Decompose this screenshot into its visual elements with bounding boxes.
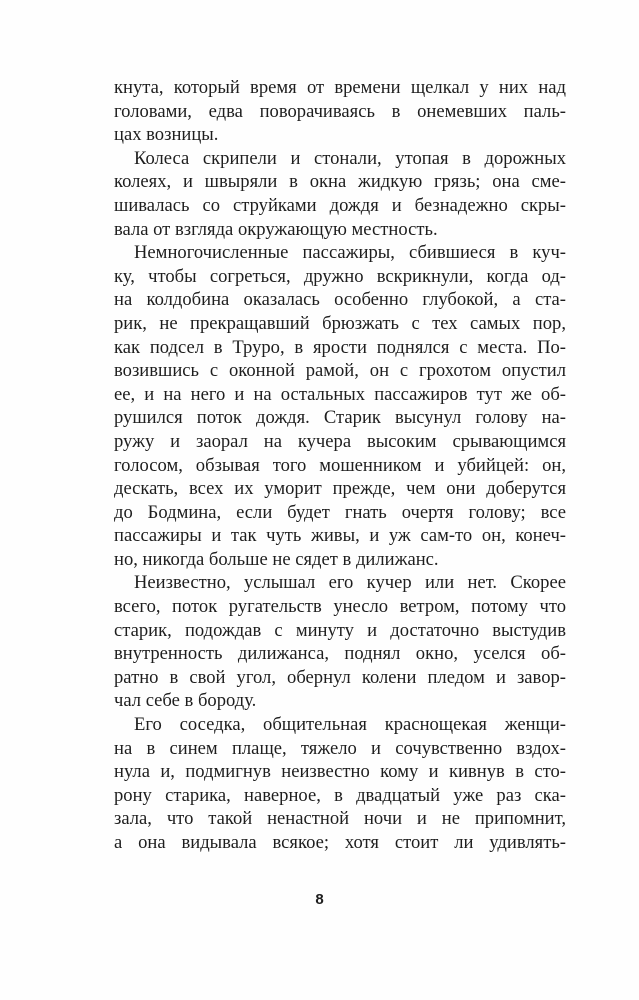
text-line: пассажиры и так чуть живы, и уж сам-то он, конеч- — [114, 525, 566, 547]
paragraph — [114, 571, 566, 713]
paragraph — [114, 76, 566, 147]
text-line: Неизвестно, услышал его кучер или нет. Скорее — [134, 572, 566, 594]
text-line: возившись с оконной рамой, он с грохотом опустил — [114, 360, 566, 382]
text-line: чал себе в бороду. — [114, 690, 257, 712]
text-line: ратно в свой угол, обернул колени пледом и завор- — [114, 666, 566, 688]
text-line: а она видывала всякое; хотя стоит ли удивлять- — [114, 832, 566, 853]
text-line: зала, что такой ненастной ночи и не припомнит, — [114, 808, 566, 830]
text-line: до Бодмина, если будет гнать очертя голову; все — [114, 501, 566, 523]
text-line: рушился поток дождя. Старик высунул голову на- — [114, 407, 566, 429]
paragraph — [114, 713, 566, 855]
text-line: на в синем плаще, тяжело и сочувственно вздох- — [114, 737, 566, 759]
text-line: головами, едва поворачиваясь в онемевших паль- — [114, 100, 566, 122]
text-line: но, никогда больше не сядет в дилижанс. — [114, 548, 439, 570]
text-line: внутренность дилижанса, поднял окно, уселся об- — [114, 643, 566, 665]
text-line: вала от взгляда окружающую местность. — [114, 218, 438, 240]
page-number: 8 — [315, 891, 324, 908]
text-line: ее, и на него и на остальных пассажиров тут же об- — [114, 383, 566, 405]
text-line: Его соседка, общительная краснощекая женщи- — [134, 714, 566, 736]
text-line: ку, чтобы согреться, дружно вскрикнули, когда од- — [114, 265, 566, 287]
text-line: Немногочисленные пассажиры, сбившиеся в куч- — [134, 242, 566, 264]
text-line: кнута, который время от времени щелкал у них над — [114, 77, 566, 98]
text-line: ружу и заорал на кучера высоким срывающимся — [114, 430, 566, 452]
text-line: рик, не прекращавший брюзжать с тех самых пор, — [114, 312, 566, 334]
text-line: шивалась со струйками дождя и безнадежно скры- — [114, 194, 566, 216]
paragraph — [114, 241, 566, 571]
text-line: на колдобина оказалась особенно глубокой, а ста- — [114, 289, 566, 311]
text-line: голосом, обзывая того мошенником и убийцей: он, — [114, 454, 566, 476]
text-line: старик, подождав с минуту и достаточно выстудив — [114, 619, 566, 641]
text-line: рону старика, наверное, в двадцатый уже раз ска- — [114, 784, 566, 806]
text-line: нула и, подмигнув неизвестно кому и кивнув в сто- — [114, 761, 566, 783]
text-line: цах возницы. — [114, 124, 219, 146]
body-text — [114, 76, 566, 855]
text-line: всего, поток ругательств унесло ветром, потому что — [114, 596, 566, 618]
text-line: как подсел в Труро, в ярости поднялся с места. По- — [114, 336, 566, 358]
text-line: Колеса скрипели и стонали, утопая в дорожных — [134, 147, 566, 169]
text-line: колеях, и швыряли в окна жидкую грязь; она сме- — [114, 171, 566, 193]
text-line: дескать, всех их уморит прежде, чем они доберутся — [114, 478, 566, 500]
paragraph — [114, 147, 566, 241]
